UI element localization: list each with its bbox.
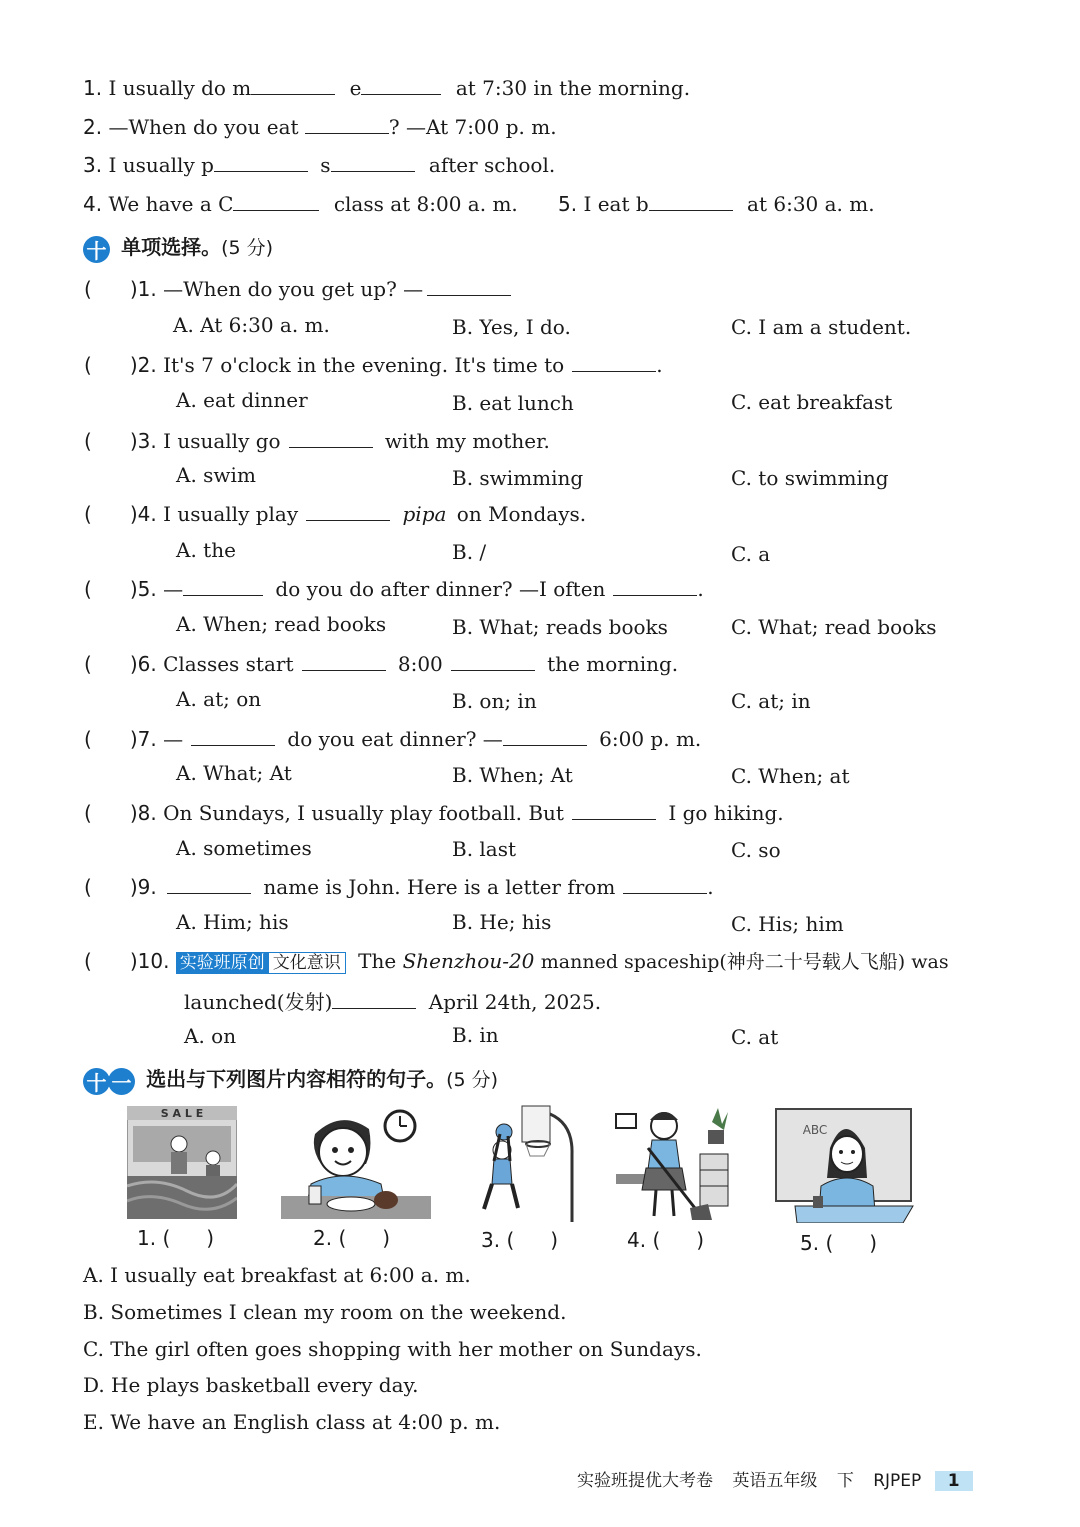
picture-5-answer[interactable]: 5. ( ) bbox=[800, 1231, 878, 1255]
question-stem: The bbox=[358, 949, 397, 973]
question-stem: I usually go bbox=[163, 429, 281, 453]
question-number: 2. bbox=[83, 115, 103, 139]
question-number: )7. bbox=[129, 727, 157, 751]
question-stem: on Mondays. bbox=[456, 502, 587, 526]
picture-breakfast bbox=[281, 1104, 431, 1219]
option-b[interactable]: B. Yes, I do. bbox=[452, 315, 571, 339]
english-class-illustration bbox=[775, 1108, 915, 1223]
answer-blank[interactable] bbox=[361, 74, 441, 95]
question-text: at 7:30 in the morning. bbox=[455, 76, 691, 100]
option-c[interactable]: C. at; in bbox=[731, 689, 811, 713]
answer-blank[interactable] bbox=[572, 799, 656, 820]
edition-label: RJPEP bbox=[873, 1471, 922, 1491]
fill-q3 bbox=[83, 151, 555, 177]
answer-blank[interactable] bbox=[503, 725, 587, 746]
answer-blank[interactable] bbox=[289, 427, 373, 448]
question-number: 4. bbox=[83, 192, 103, 216]
question-text: class at 8:00 a. m. bbox=[333, 192, 518, 216]
mc-question: ( )3. I usually go with my mother. bbox=[84, 429, 550, 453]
question-number: 5. bbox=[558, 192, 578, 216]
question-number: 3. bbox=[83, 153, 103, 177]
mc-question: ( )7. — do you eat dinner? — 6:00 p. m. bbox=[84, 727, 702, 751]
option-b[interactable]: B. in bbox=[452, 1023, 499, 1047]
question-number: )3. bbox=[129, 429, 157, 453]
sentence-option-d: D. He plays basketball every day. bbox=[83, 1373, 419, 1397]
sentence-option-b: B. Sometimes I clean my room on the weekend. bbox=[83, 1300, 567, 1324]
cleaning-illustration bbox=[612, 1104, 732, 1222]
option-c[interactable]: C. I am a student. bbox=[731, 315, 912, 339]
answer-blank[interactable] bbox=[613, 575, 697, 596]
mc-question: ( )2. It's 7 o'clock in the evening. It's time to . bbox=[84, 353, 663, 377]
page-number: 1 bbox=[935, 1471, 973, 1491]
section-title: 选出与下列图片内容相符的句子。 bbox=[146, 1067, 447, 1091]
answer-blank[interactable] bbox=[572, 351, 656, 372]
option-a[interactable]: A. At 6:30 a. m. bbox=[173, 313, 330, 337]
option-c[interactable]: C. a bbox=[731, 542, 771, 566]
question-stem: launched(发射) bbox=[184, 990, 333, 1014]
fill-q4 bbox=[83, 190, 518, 216]
option-a[interactable]: A. Him; his bbox=[176, 910, 289, 934]
question-text: I usually do m bbox=[108, 76, 252, 100]
picture-english-class bbox=[775, 1108, 915, 1223]
question-number: )9. bbox=[129, 875, 157, 899]
question-stem: do you do after dinner? —I often bbox=[275, 577, 606, 601]
question-stem-italic: Shenzhou-20 bbox=[402, 949, 535, 973]
answer-blank[interactable] bbox=[331, 151, 415, 172]
board-text: ABC bbox=[802, 1123, 828, 1137]
question-number: )1. bbox=[129, 277, 157, 301]
option-c[interactable]: C. at bbox=[731, 1025, 779, 1049]
section-score: (5 分) bbox=[221, 237, 274, 259]
option-c[interactable]: C. His; him bbox=[731, 912, 844, 936]
option-c[interactable]: C. eat breakfast bbox=[731, 390, 893, 414]
question-stem: the morning. bbox=[547, 652, 679, 676]
question-stem: do you eat dinner? — bbox=[287, 727, 503, 751]
question-stem: with my mother. bbox=[384, 429, 550, 453]
question-text: We have a C bbox=[108, 192, 234, 216]
option-a[interactable]: A. When; read books bbox=[176, 612, 387, 636]
section-number-badge: 十 bbox=[83, 236, 110, 263]
answer-blank[interactable] bbox=[306, 500, 390, 521]
section-title: 单项选择。 bbox=[121, 235, 222, 259]
question-stem: 8:00 bbox=[397, 652, 443, 676]
option-a[interactable]: A. swim bbox=[176, 463, 256, 487]
breakfast-illustration bbox=[281, 1104, 431, 1219]
question-text: ? —At 7:00 p. m. bbox=[388, 115, 557, 139]
question-stem: I usually play bbox=[163, 502, 299, 526]
picture-cleaning bbox=[612, 1104, 732, 1222]
mc-question: ( )10. 实验班原创 文化意识 The Shenzhou-20 manned spaceship(神舟二十号载人飞船) was bbox=[84, 949, 949, 973]
option-b[interactable]: B. / bbox=[452, 540, 487, 564]
option-c[interactable]: C. so bbox=[731, 838, 781, 862]
question-stem: It's 7 o'clock in the evening. It's time to bbox=[163, 353, 565, 377]
punctuation: . bbox=[656, 353, 663, 377]
sentence-option-c: C. The girl often goes shopping with her mother on Sundays. bbox=[83, 1337, 702, 1361]
mc-question: ( )1. —When do you get up? — bbox=[84, 275, 511, 301]
section-number-badge: 十 bbox=[83, 1068, 110, 1095]
original-question-tag: 实验班原创 bbox=[176, 952, 269, 974]
section-score: (5 分) bbox=[446, 1069, 499, 1091]
question-text: I eat b bbox=[583, 192, 649, 216]
culture-awareness-tag: 文化意识 bbox=[269, 952, 346, 974]
question-text: —When do you eat bbox=[108, 115, 299, 139]
fill-q5 bbox=[558, 190, 875, 216]
picture-3-answer[interactable]: 3. ( ) bbox=[481, 1228, 559, 1252]
picture-shopping bbox=[127, 1106, 237, 1219]
shopping-illustration bbox=[127, 1106, 237, 1219]
section-number-badge: 一 bbox=[108, 1068, 135, 1095]
option-a[interactable]: A. eat dinner bbox=[176, 388, 308, 412]
option-a[interactable]: A. sometimes bbox=[176, 836, 312, 860]
answer-blank[interactable] bbox=[451, 650, 535, 671]
question-stem: —When do you get up? — bbox=[163, 277, 424, 301]
answer-blank[interactable] bbox=[649, 190, 733, 211]
mc-question: ( )4. I usually play pipa on Mondays. bbox=[84, 502, 587, 526]
answer-blank[interactable] bbox=[623, 873, 707, 894]
sentence-option-e: E. We have an English class at 4:00 p. m. bbox=[83, 1410, 501, 1434]
question-number: )6. bbox=[129, 652, 157, 676]
punctuation: . bbox=[697, 577, 704, 601]
option-b[interactable]: B. eat lunch bbox=[452, 391, 574, 415]
option-b[interactable]: B. swimming bbox=[452, 466, 584, 490]
mc-question: ( )8. On Sundays, I usually play football. But I go hiking. bbox=[84, 801, 784, 825]
sentence-option-a: A. I usually eat breakfast at 6:00 a. m. bbox=[83, 1263, 471, 1287]
question-text: I usually p bbox=[108, 153, 214, 177]
question-stem: — bbox=[163, 727, 184, 751]
option-a[interactable]: A. What; At bbox=[176, 761, 292, 785]
question-number: )10. bbox=[129, 949, 170, 973]
question-stem: I go hiking. bbox=[668, 801, 784, 825]
question-stem: name is John. Here is a letter from bbox=[263, 875, 616, 899]
question-text: at 6:30 a. m. bbox=[747, 192, 875, 216]
mc-question: ( )9. name is John. Here is a letter from . bbox=[84, 875, 714, 899]
option-c[interactable]: C. What; read books bbox=[731, 615, 937, 639]
fill-q2 bbox=[83, 113, 557, 139]
fill-q1 bbox=[83, 74, 690, 100]
picture-basketball bbox=[478, 1104, 578, 1222]
question-stem: manned spaceship(神舟二十号载人飞船) was bbox=[540, 951, 949, 973]
answer-blank[interactable] bbox=[305, 113, 389, 134]
question-stem-italic: pipa bbox=[402, 502, 447, 526]
option-b[interactable]: B. What; reads books bbox=[452, 615, 668, 639]
section-header-11 bbox=[83, 1063, 498, 1095]
question-text: after school. bbox=[428, 153, 556, 177]
sale-sign: S A L E bbox=[160, 1107, 204, 1120]
book-title: 实验班提优大考卷 bbox=[577, 1471, 713, 1491]
answer-blank[interactable] bbox=[233, 190, 319, 211]
question-number: 1. bbox=[83, 76, 103, 100]
mc-question: ( )5. — do you do after dinner? —I often . bbox=[84, 577, 704, 601]
answer-blank[interactable] bbox=[302, 650, 386, 671]
option-b[interactable]: B. When; At bbox=[452, 763, 573, 787]
question-number: )2. bbox=[129, 353, 157, 377]
answer-blank[interactable] bbox=[191, 725, 275, 746]
option-a[interactable]: A. on bbox=[184, 1024, 237, 1048]
question-number: )4. bbox=[129, 502, 157, 526]
option-b[interactable]: B. He; his bbox=[452, 910, 552, 934]
answer-blank[interactable] bbox=[183, 575, 263, 596]
answer-blank[interactable] bbox=[427, 275, 511, 296]
basketball-illustration bbox=[478, 1104, 578, 1222]
answer-blank[interactable] bbox=[167, 873, 251, 894]
picture-4-answer[interactable]: 4. ( ) bbox=[627, 1228, 705, 1252]
page-footer bbox=[577, 1466, 973, 1491]
option-c[interactable]: C. to swimming bbox=[731, 466, 889, 490]
question-number: )8. bbox=[129, 801, 157, 825]
question-text: s bbox=[320, 153, 331, 177]
term-label: 下 bbox=[836, 1471, 854, 1491]
picture-1-answer[interactable]: 1. ( ) bbox=[137, 1226, 215, 1250]
subject-label: 英语五年级 bbox=[732, 1471, 818, 1491]
option-a[interactable]: A. the bbox=[176, 538, 236, 562]
question-text: e bbox=[349, 76, 362, 100]
answer-blank[interactable] bbox=[214, 151, 308, 172]
question-stem: April 24th, 2025. bbox=[428, 990, 602, 1014]
question-number: )5. bbox=[129, 577, 157, 601]
option-c[interactable]: C. When; at bbox=[731, 764, 850, 788]
question-stem: Classes start bbox=[163, 652, 294, 676]
answer-blank[interactable] bbox=[251, 74, 335, 95]
picture-2-answer[interactable]: 2. ( ) bbox=[313, 1226, 391, 1250]
question-stem: 6:00 p. m. bbox=[599, 727, 702, 751]
punctuation: . bbox=[707, 875, 714, 899]
mc-question: ( )6. Classes start 8:00 the morning. bbox=[84, 652, 679, 676]
option-b[interactable]: B. last bbox=[452, 837, 517, 861]
answer-blank[interactable] bbox=[332, 988, 416, 1009]
question-stem: — bbox=[163, 577, 184, 601]
mc-question-line2 bbox=[184, 986, 601, 1015]
option-b[interactable]: B. on; in bbox=[452, 689, 537, 713]
option-a[interactable]: A. at; on bbox=[176, 687, 262, 711]
section-header-10 bbox=[83, 231, 273, 263]
question-stem: On Sundays, I usually play football. But bbox=[163, 801, 564, 825]
